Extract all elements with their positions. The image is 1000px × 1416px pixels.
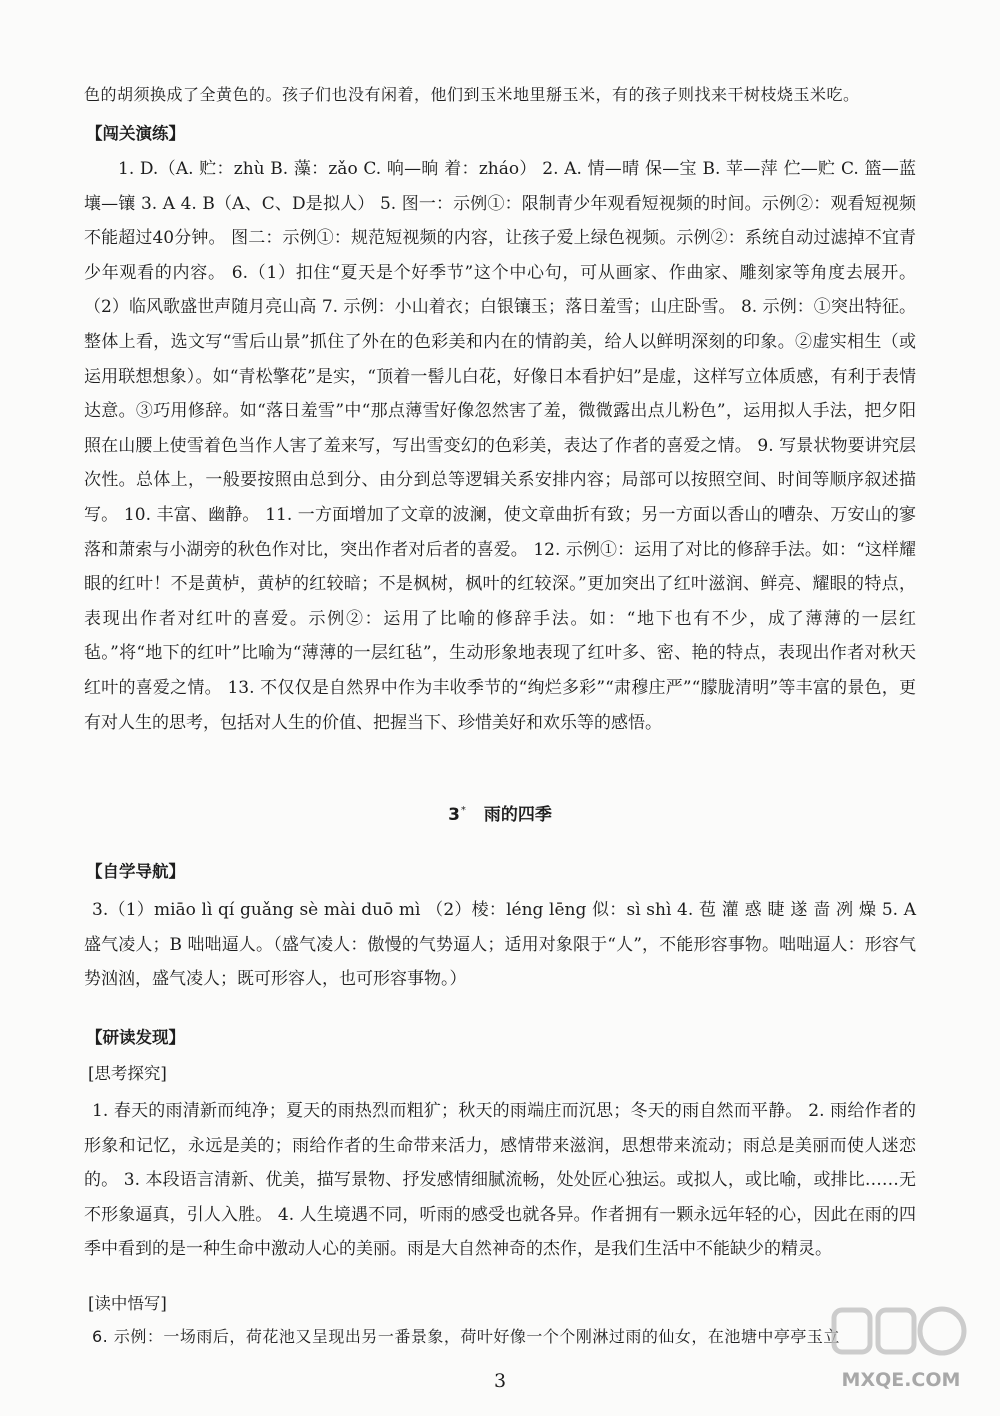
watermark-icon bbox=[826, 1302, 976, 1398]
subsection-thinking: [思考探究] bbox=[88, 1064, 167, 1083]
subsection-reading-writing: [读中悟写] bbox=[88, 1294, 167, 1313]
lesson-number: 3 bbox=[448, 805, 460, 825]
watermark-text: MXQE.COM bbox=[841, 1369, 961, 1391]
lesson-title-text: 雨的四季 bbox=[483, 805, 552, 825]
page-number: 3 bbox=[493, 1370, 507, 1392]
lesson-title bbox=[0, 800, 1000, 825]
section-heading-practice: 【闯关演练】 bbox=[86, 124, 185, 143]
practice-answers: 1. D.（A. 贮：zhù B. 藻：zǎo C. 响—晌 着：zháo） 2. A. 情—晴 保—宝 B. 苹—萍 伫—贮 C. 篮—蓝 壤—镶 3. A 4. B（A、C、D是拟人） 5. 图一：示例①：限制青少年观看短视频的时间。示例②：观看短视频不能超过40分钟。 图二：示例①：规范短视频的内容，让孩子爱上绿色视频。示例②：系统自动过滤掉不宜青少年观看的内容。 6.（1）扣住“夏天是个好季节”这个中心句，可从画家、作曲家、雕刻家等角度去展开。 （2）临风歌盛世声随月亮山高 7. 示例：小山着衣；白银镶玉；落日羞雪；山庄卧雪。 8. 示例：①突出特征。整体上看，选文写“雪后山景”抓住了外在的色彩美和内在的情韵美，给人以鲜明深刻的印象。②虚实相生（或运用联想想象）。如“青松擎花”是实，“顶着一髻儿白花，好像日本看护妇”是虚，这样写立体质感，有利于表情达意。③巧用修辞。如“落日羞雪”中“那点薄雪好像忽然害了羞，微微露出点儿粉色”，运用拟人手法，把夕阳照在山腰上使雪着色当作人害了羞来写，写出雪变幻的色彩美，表达了作者的喜爱之情。 9. 写景状物要讲究层次性。总体上，一般要按照由总到分、由分到总等逻辑关系安排内容；局部可以按照空间、时间等顺序叙述描写。 10. 丰富、幽静。 11. 一方面增加了文章的波澜，使文章曲折有致；另一方面以香山的嘈杂、万安山的寥落和萧索与小湖旁的秋色作对比，突出作者对后者的喜爱。 12. 示例①：运用了对比的修辞手法。如：“这样耀眼的红叶！不是黄栌，黄栌的红较暗；不是枫树，枫叶的红较深。”更加突出了红叶滋润、鲜亮、耀眼的特点，表现出作者对红叶的喜爱。示例②：运用了比喻的修辞手法。如：“地下也有不少，成了薄薄的一层红毡。”将“地下的红叶”比喻为“薄薄的一层红毡”，生动形象地表现了红叶多、密、艳的特点，表现出作者对秋天红叶的喜爱之情。 13. 不仅仅是自然界中作为丰收季节的“绚烂多彩”“肃穆庄严”“朦胧清明”等丰富的景色，更有对人生的思考，包括对人生的价值、把握当下、珍惜美好和欢乐等的感悟。 bbox=[84, 159, 916, 733]
section-heading-self-study: 【自学导航】 bbox=[86, 862, 185, 881]
section-heading-research: 【研读发现】 bbox=[86, 1028, 185, 1047]
self-study-answers: 3.（1）miāo lì qí guǎng sè mài duō mì （2）棱：léng lēng 似：sì shì 4. 苞 灌 惑 睫 遂 啬 冽 燥 5. A 盛气凌人；B 咄咄逼人。（盛气凌人：傲慢的气势逼人；适用对象限于“人”，不能形容事物。咄咄逼人：形容气势汹汹，盛气凌人；既可形容人，也可形容事物。） bbox=[84, 900, 916, 990]
watermark-logo bbox=[826, 1302, 976, 1398]
intro-line: 色的胡须换成了全黄色的。孩子们也没有闲着，他们到玉米地里掰玉米，有的孩子则找来干树枝烧玉米吃。 bbox=[84, 85, 860, 104]
thinking-answers: 1. 春天的雨清新而纯净；夏天的雨热烈而粗犷；秋天的雨端庄而沉思；冬天的雨自然而平静。 2. 雨给作者的形象和记忆，永远是美的；雨给作者的生命带来活力，感情带来滋润，思想带来流动；雨总是美丽而使人迷恋的。 3. 本段语言清新、优美，描写景物、抒发感情细腻流畅，处处匠心独运。或拟人，或比喻，或排比……无不形象逼真，引人入胜。 4. 人生境遇不同，听雨的感受也就各异。作者拥有一颗永远年轻的心，因此在雨的四季中看到的是一种生命中激动人心的美丽。雨是大自然神奇的杰作，是我们生活中不能缺少的精灵。 bbox=[84, 1101, 916, 1260]
lesson-mark: * bbox=[460, 805, 466, 817]
reading-writing-answer: 6. 示例：一场雨后，荷花池又呈现出另一番景象，荷叶好像一个个刚淋过雨的仙女，在池塘中亭亭玉立 bbox=[92, 1327, 840, 1346]
